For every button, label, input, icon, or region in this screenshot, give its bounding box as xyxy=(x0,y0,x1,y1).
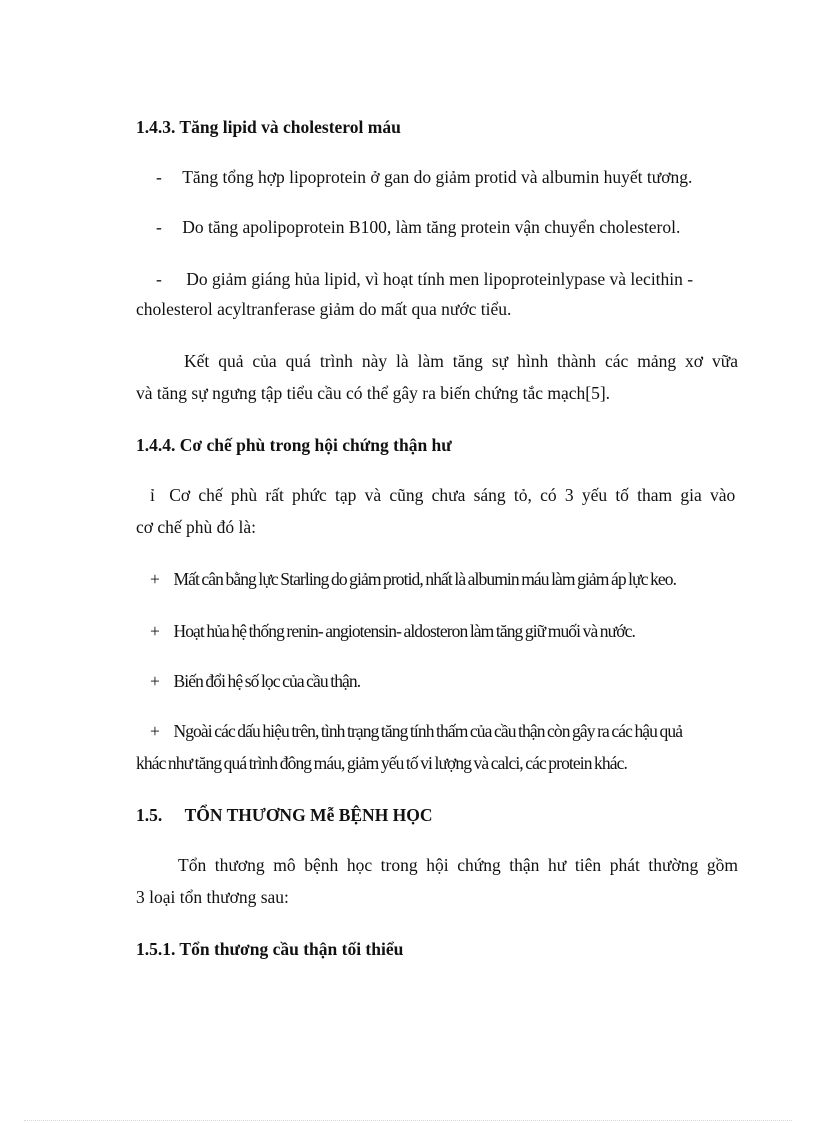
plus-item-text: Ngoài các dấu hiệu trên, tình trạng tăng tính thấm của cầu thận còn gây ra các hậu quả xyxy=(173,721,683,741)
paragraph-line: Tổn thương mô bệnh học trong hội chứng thận hư tiên phát thường gồm xyxy=(178,855,738,875)
page-bottom-rule xyxy=(24,1120,792,1121)
paragraph-line: và tăng sự ngưng tập tiểu cầu có thể gây ra biến chứng tắc mạch[5]. xyxy=(136,383,611,403)
dash-marker: - xyxy=(156,217,162,237)
plus-marker: + xyxy=(150,621,159,641)
plus-item xyxy=(150,568,738,590)
plus-item xyxy=(150,720,738,742)
section-title: TỔN THƯƠNG Mễ BỆNH HỌC xyxy=(184,805,433,825)
bullet-item xyxy=(156,268,738,290)
bullet-item-text: Tăng tổng hợp lipoprotein ở gan do giảm protid và albumin huyết tương. xyxy=(182,167,693,187)
paragraph-line: Kết quả của quá trình này là làm tăng sự hình thành các mảng xơ vữa xyxy=(184,351,738,371)
dash-marker: - xyxy=(156,269,162,289)
intro-marker: ỉ xyxy=(150,485,155,505)
section-heading-1-5 xyxy=(136,804,738,826)
dash-marker: - xyxy=(156,167,162,187)
plus-item-continuation: khác như tăng quá trình đông máu, giảm yếu tố vi lượng và calci, các protein khác. xyxy=(136,753,627,773)
plus-item xyxy=(150,620,738,642)
bullet-item-text: Do giảm giáng hủa lipid, vì hoạt tính men lipoproteinlypase và lecithin - xyxy=(186,269,694,289)
plus-item-text: Hoạt hủa hệ thống renin- angiotensin- aldosteron làm tăng giữ muối và nước. xyxy=(173,621,635,641)
plus-marker: + xyxy=(150,569,159,589)
bullet-item xyxy=(156,216,738,238)
plus-marker: + xyxy=(150,721,159,741)
bullet-item-text: Do tăng apolipoprotein B100, làm tăng protein vận chuyển cholesterol. xyxy=(182,217,681,237)
plus-marker: + xyxy=(150,671,159,691)
intro-line-continuation: cơ chế phù đó là: xyxy=(136,517,257,537)
section-heading-1-5-1: 1.5.1. Tổn thương cầu thận tối thiểu xyxy=(136,939,404,959)
section-number: 1.5. xyxy=(136,805,163,825)
section-heading-1-4-4: 1.4.4. Cơ chế phù trong hội chứng thận hư xyxy=(136,435,452,455)
bullet-item-continuation: cholesterol acyltranferase giảm do mất qua nước tiểu. xyxy=(136,299,512,319)
plus-item-text: Mất cân bằng lực Starling do giảm protid, nhất là albumin máu làm giảm áp lực keo. xyxy=(173,569,677,589)
bullet-item xyxy=(156,166,738,188)
intro-line xyxy=(150,484,738,506)
paragraph-line: 3 loại tổn thương sau: xyxy=(136,887,289,907)
section-heading-1-4-3: 1.4.3. Tăng lipid và cholesterol máu xyxy=(136,117,401,137)
plus-item-text: Biến đổi hệ số lọc của cầu thận. xyxy=(173,671,361,691)
intro-text: Cơ chế phù rất phức tạp và cũng chưa sáng tỏ, có 3 yếu tố tham gia vào xyxy=(169,485,736,505)
plus-item xyxy=(150,670,738,692)
